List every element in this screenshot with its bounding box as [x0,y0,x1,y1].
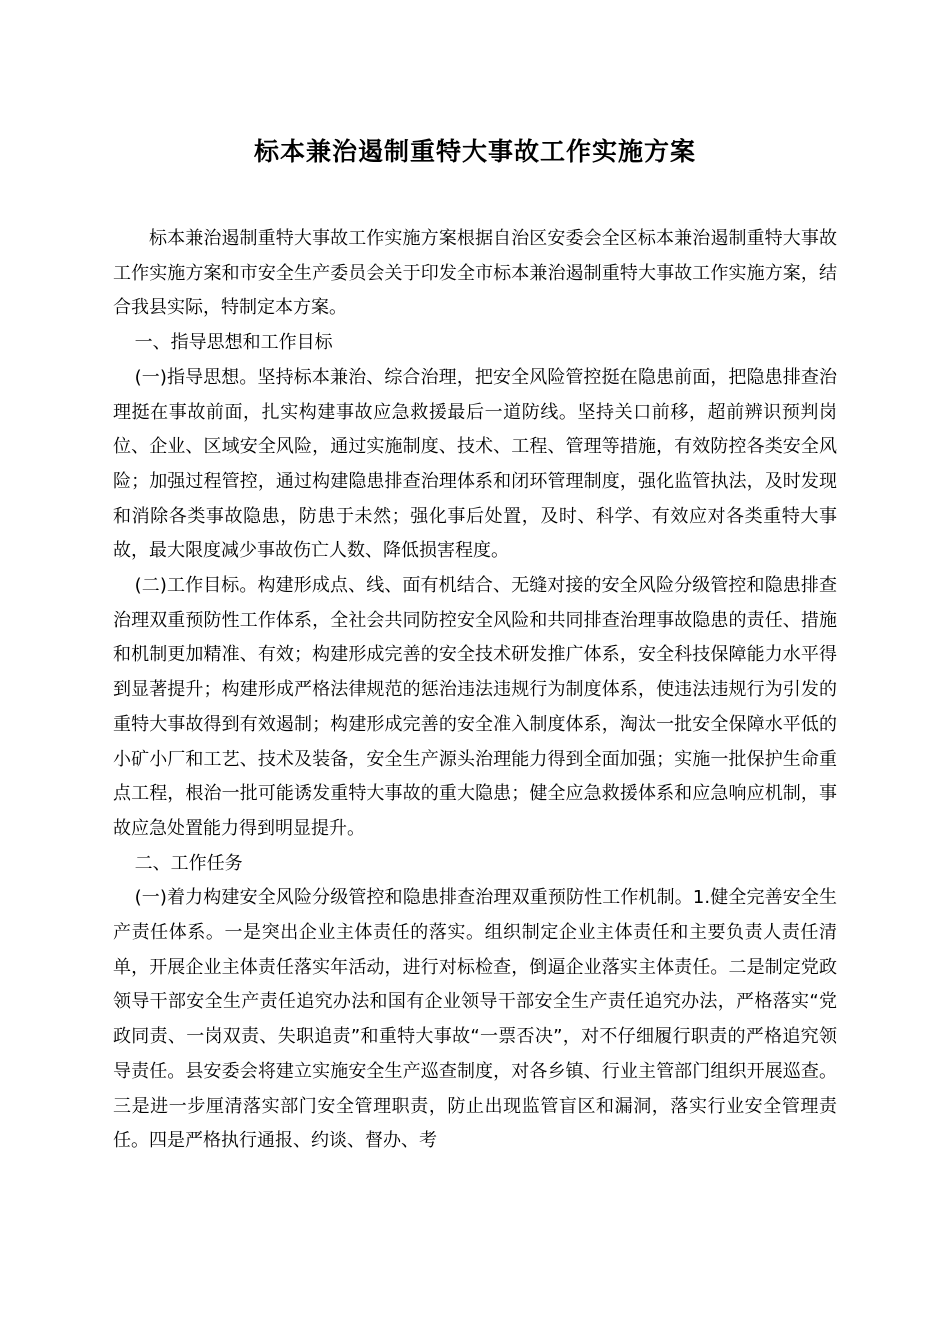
work-goals-paragraph: (二)工作目标。构建形成点、线、面有机结合、无缝对接的安全风险分级管控和隐患排查治理双重预防性工作体系，全社会共同防控安全风险和共同排查治理事故隐患的责任、措施和机制更加精准、有效；构建形成完善的安全技术研发推广体系，安全科技保障能力水平得到显著提升；构建形成严格法律规范的惩治违法违规行为制度体系，使违法违规行为引发的重特大事故得到有效遏制；构建形成完善的安全准入制度体系，淘汰一批安全保障水平低的小矿小厂和工艺、技术及装备，安全生产源头治理能力得到全面加强；实施一批保护生命重点工程，根治一批可能诱发重特大事故的重大隐患；健全应急救援体系和应急响应机制，事故应急处置能力得到明显提升。 [113,575,837,839]
guiding-ideology-paragraph: (一)指导思想。坚持标本兼治、综合治理，把安全风险管控挺在隐患前面，把隐患排查治理挺在事故前面，扎实构建事故应急救援最后一道防线。坚持关口前移，超前辨识预判岗位、企业、区域安全风险，通过实施制度、技术、工程、管理等措施，有效防控各类安全风险；加强过程管控，通过构建隐患排查治理体系和闭环管理制度，强化监管执法，及时发现和消除各类事故隐患，防患于未然；强化事后处置，及时、科学、有效应对各类重特大事故，最大限度减少事故伤亡人数、降低损害程度。 [113,366,837,562]
document-title: 标本兼治遏制重特大事故工作实施方案 [253,137,696,166]
work-task-paragraph: (一)着力构建安全风险分级管控和隐患排查治理双重预防性工作机制。1.健全完善安全生产责任体系。一是突出企业主体责任的落实。组织制定企业主体责任和主要负责人责任清单，开展企业主体责任落实年活动，进行对标检查，倒逼企业落实主体责任。二是制定党政领导干部安全生产责任追究办法和国有企业领导干部安全生产责任追究办法，严格落实“党政同责、一岗双责、失职追责”和重特大事故“一票否决”，对不仔细履行职责的严格追究领导责任。县安委会将建立实施安全生产巡查制度，对各乡镇、行业主管部门组织开展巡查。三是进一步厘清落实部门安全管理职责，防止出现监管盲区和漏洞，落实行业安全管理责任。四是严格执行通报、约谈、督办、考 [113,887,837,1152]
section-heading-2: 二、工作任务 [134,852,243,874]
intro-paragraph: 标本兼治遏制重特大事故工作实施方案根据自治区安委会全区标本兼治遏制重特大事故工作实施方案和市安全生产委员会关于印发全市标本兼治遏制重特大事故工作实施方案，结合我县实际，特制定本方案。 [113,228,837,319]
document-body [113,222,837,1159]
section-heading-1: 一、指导思想和工作目标 [134,332,333,354]
